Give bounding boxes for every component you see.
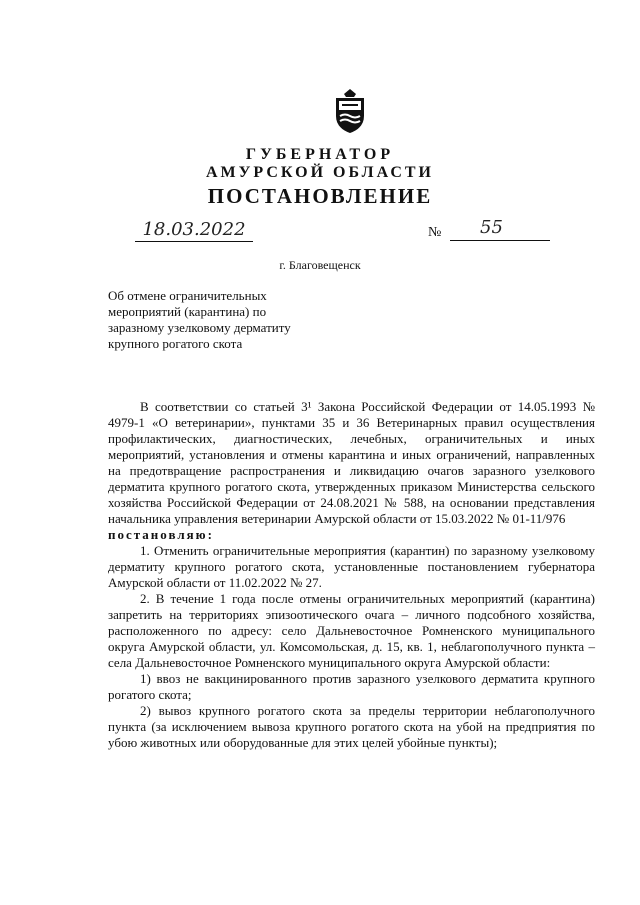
document-type: ПОСТАНОВЛЕНИЕ (207, 184, 433, 208)
paragraph-item-1: 1. Отменить ограничительные мероприятия (карантин) по заразному узелковому дерматиту крупного рогатого скота, установленные постановлением губернатора Амурской области от 11.02.2022 № 27. (108, 543, 595, 590)
paragraph-subitem-2: 2) вывоз крупного рогатого скота за пределы территории неблагополучного пункта (за исключением вывоза крупного рогатого скота на убой на предприятия по убою животных или оборудованные для этих целей убойные пункты); (108, 703, 595, 750)
city: г. Благовещенск (279, 258, 361, 272)
number-label: № (428, 225, 442, 240)
document-number: 55 (450, 217, 550, 241)
document-body (108, 399, 595, 751)
paragraph-resolve: постановляю: (108, 527, 214, 542)
header-title-line2: АМУРСКОЙ ОБЛАСТИ (206, 164, 434, 181)
header-title-line1: ГУБЕРНАТОР (245, 146, 395, 163)
paragraph-subitem-1: 1) ввоз не вакцинированного против заразного узелкового дерматита крупного рогатого скота; (108, 671, 595, 702)
paragraph-preamble: В соответствии со статьей 3¹ Закона Российской Федерации от 14.05.1993 № 4979-1 «О ветеринарии», пунктами 35 и 36 Ветеринарных правил осуществления профилактических, диагностических, лечебных, ограничительных и иных мероприятий, установления и отмены карантина и иных ограничений, направленных на предотвращение распространения и ликвидацию очагов заразного узелкового дерматита крупного рогатого скота, утвержденных приказом Министерства сельского хозяйства Российской Федерации от 24.08.2021 № 588, на основании представления начальника управления ветеринарии Амурской области от 15.03.2022 № 01-11/976 (108, 399, 595, 526)
coat-of-arms-emblem (330, 88, 370, 134)
document-date: 18.03.2022 (135, 219, 253, 242)
document-subject: Об отмене ограничительных мероприятий (карантина) по заразному узелковому дерматиту крупного рогатого скота (108, 288, 291, 351)
paragraph-item-2: 2. В течение 1 года после отмены ограничительных мероприятий (карантина) запретить на территориях эпизоотического очага – личного подсобного хозяйства, расположенного по адресу: село Дальневосточное Ромненского муниципального округа Амурской области, ул. Комсомольская, д. 15, кв. 1, неблагополучного пункта – села Дальневосточное Ромненского муниципального округа Амурской области: (108, 591, 595, 670)
